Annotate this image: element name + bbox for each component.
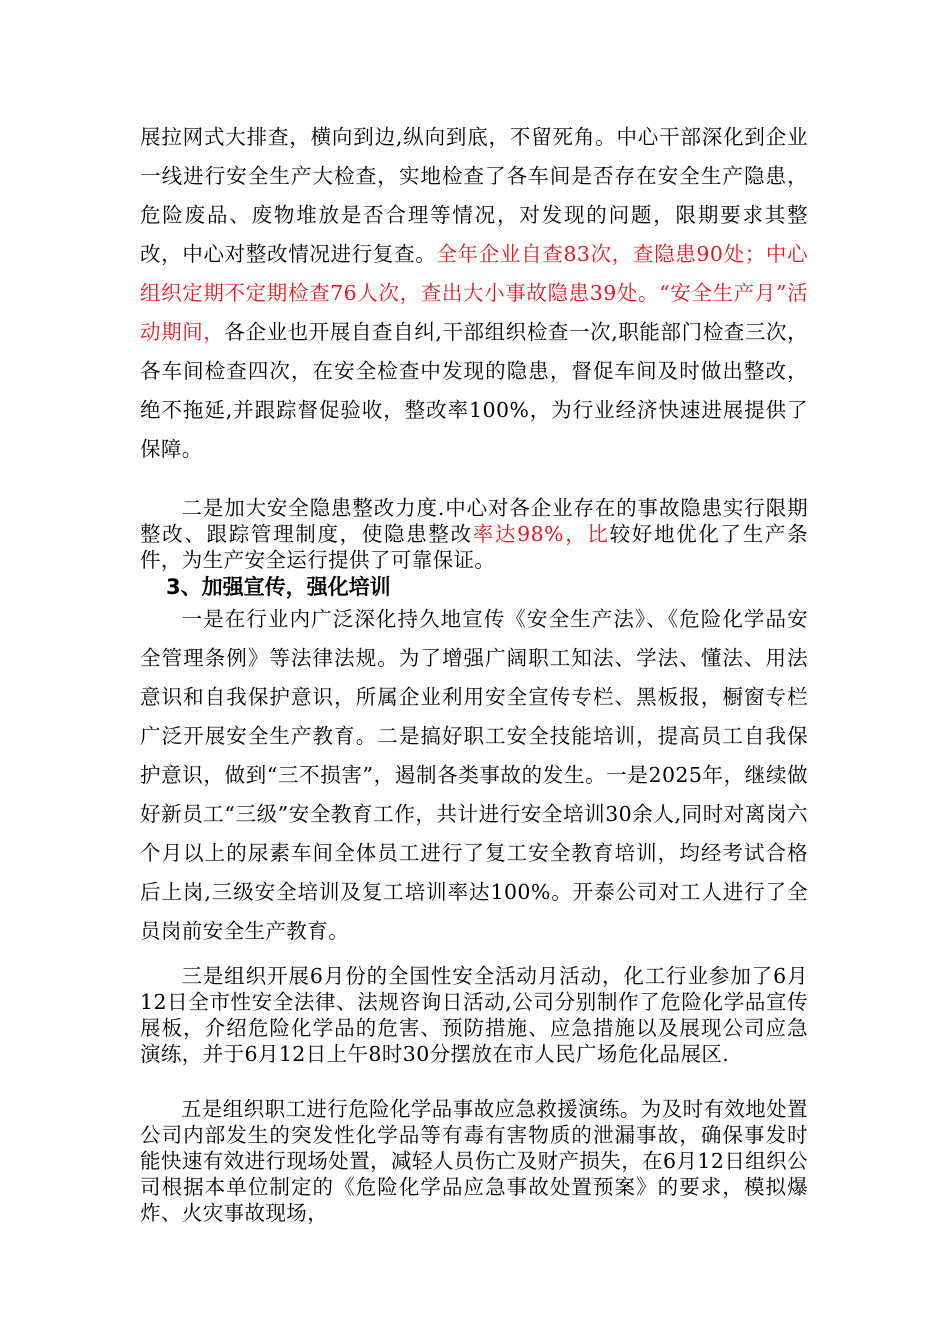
section-heading: 3、加强宣传，强化培训 [166,575,391,599]
paragraph-safety-month [140,963,808,1067]
paragraph-text: 三是组织开展6月份的全国性安全活动月活动，化工行业参加了6月12日全市性安全法律、法规咨询日活动,公司分别制作了危险化学品宣传展板，介绍危险化学品的危害、预防措施、应急措施以及展现公司应急演练，并于6月12日上午8时30分摆放在市人民广场危化品展区. [140,964,808,1066]
paragraph-rectification [140,495,808,573]
paragraph-text: 五是组织职工进行危险化学品事故应急救援演练。为及时有效地处置公司内部发生的突发性化学品等有毒有害物质的泄漏事故，确保事发时能快速有效进行现场处置，减轻人员伤亡及财产损失，在6月12日组织公司根据本单位制定的《危险化学品应急事故处置预案》的要求，模拟爆炸、火灾事故现场， [140,1097,808,1225]
paragraph-text: 展拉网式大排查，横向到边,纵向到底，不留死角。中心干部深化到企业一线进行安全生产大检查，实地检查了各车间是否存在安全生产隐患，危险废品、废物堆放是否合理等情况，对发现的问题，限期要求其整改，中心对整改情况进行复查。 [140,125,808,266]
paragraph-inspection [140,118,808,469]
highlighted-rate: 率达98%，比 [472,522,610,546]
paragraph-emergency-drill [140,1096,808,1226]
paragraph-training [140,600,808,951]
paragraph-text: 较好地优化了生产条件，为生产安全运行提供了可靠保证。 [140,522,808,572]
paragraph-text: 一是在行业内广泛深化持久地宣传《安全生产法》、《危险化学品安全管理条例》等法律法规。为了增强广阔职工知法、学法、懂法、用法意识和自我保护意识，所属企业利用安全宣传专栏、黑板报，橱窗专栏广泛开展安全生产教育。二是搞好职工安全技能培训，提高员工自我保护意识，做到“三不损害”，遏制各类事故的发生。一是2025年，继续做好新员工“三级”安全教育工作，共计进行安全培训30余人,同时对离岗六个月以上的尿素车间全体员工进行了复工安全教育培训，均经考试合格后上岗,三级安全培训及复工培训率达100%。开泰公司对工人进行了全员岗前安全生产教育。 [140,607,808,943]
paragraph-text: 各企业也开展自查自纠,干部组织检查一次,职能部门检查三次，各车间检查四次，在安全检查中发现的隐患，督促车间及时做出整改，绝不拖延,并跟踪督促验收，整改率100%，为行业经济快速进展提供了保障。 [140,320,808,461]
paragraph-text: 二是加大安全隐患整改力度.中心对各企业存在的事故隐患实行限期整改、跟踪管理制度，使隐患整改 [140,496,808,546]
highlighted-statistics: 全年企业自查83次，查隐患90处；中心组织定期不定期检查76人次，查出大小事故隐患39处。“安全生产月”活动期间， [140,242,808,344]
